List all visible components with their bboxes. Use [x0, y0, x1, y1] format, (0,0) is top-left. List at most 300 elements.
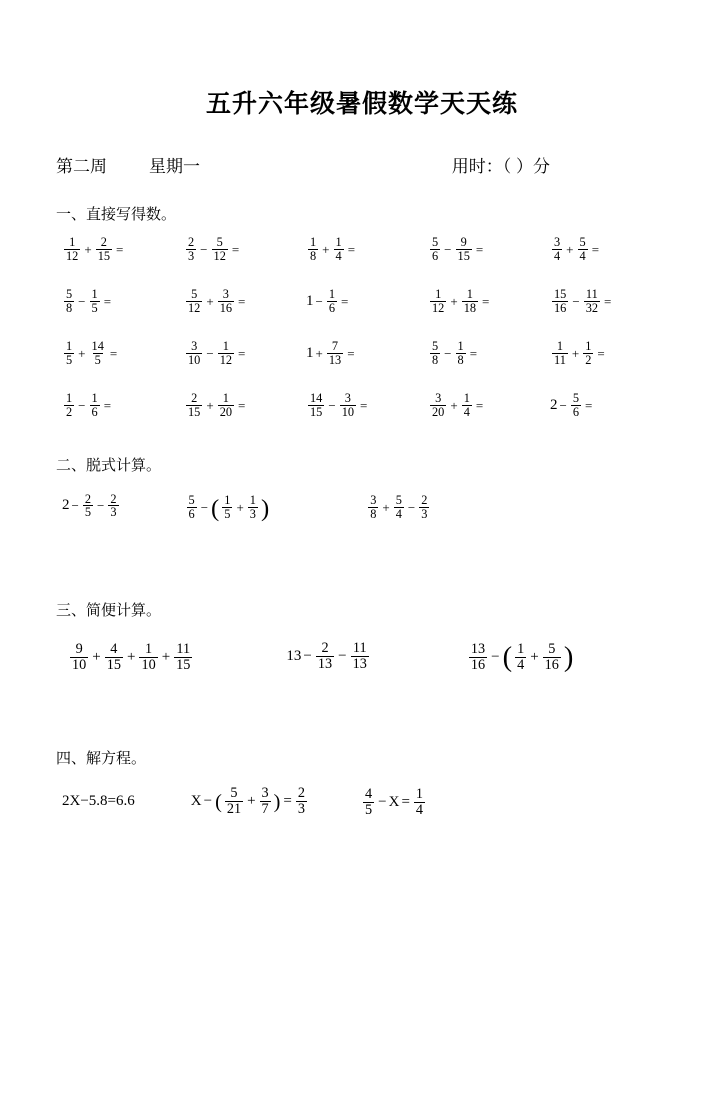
fraction-numerator: 11	[176, 640, 191, 657]
math-operator: −	[559, 397, 567, 413]
fraction-denominator: 8	[457, 352, 464, 367]
problem-item	[550, 338, 668, 368]
fraction-denominator: 4	[463, 404, 470, 419]
fraction-denominator: 4	[395, 506, 402, 521]
problem-item	[550, 390, 668, 420]
math-operator: +	[236, 499, 244, 515]
math-operator: −	[407, 499, 416, 515]
fraction	[83, 493, 93, 520]
problem-item	[62, 338, 180, 368]
fraction	[186, 288, 202, 315]
math-expression	[428, 236, 485, 263]
fraction-numerator: 1	[435, 286, 442, 301]
section-heading-4: 四、解方程。	[56, 749, 147, 767]
math-operator: −	[200, 499, 209, 515]
fraction	[139, 642, 157, 673]
meta-time: 用时：（ ）分	[451, 157, 550, 176]
page-title: 五升六年级暑假数学天天练	[205, 90, 518, 118]
fraction	[363, 787, 374, 818]
fraction-numerator: 9	[460, 234, 467, 249]
fraction	[248, 494, 258, 521]
math-operator: +	[206, 397, 214, 413]
math-operator: +	[206, 293, 214, 309]
fraction	[419, 494, 429, 521]
worksheet-page	[0, 84, 724, 1108]
math-operator: =	[238, 397, 246, 413]
problem-item	[62, 286, 180, 316]
problem-item	[550, 286, 668, 316]
fraction-numerator: 2	[297, 785, 306, 802]
fraction	[351, 641, 369, 672]
fraction-denominator: 12	[432, 300, 445, 315]
math-operator: =	[103, 293, 112, 309]
fraction-numerator: 15	[554, 286, 567, 301]
fraction-denominator: 6	[91, 404, 98, 419]
oral-calc-grid	[62, 234, 668, 420]
math-operator: −	[206, 345, 214, 361]
fraction-numerator: 2	[100, 234, 107, 249]
math-expression	[185, 494, 271, 521]
math-operator: −	[78, 293, 86, 309]
math-operator: −	[572, 293, 580, 309]
fraction-denominator: 21	[226, 801, 242, 818]
fraction-numerator: 4	[365, 785, 373, 802]
fraction	[327, 340, 343, 367]
math-operator: +	[78, 345, 86, 361]
fraction	[64, 236, 80, 263]
fraction	[368, 494, 378, 521]
fraction-denominator: 10	[141, 656, 156, 673]
math-operator: +	[450, 293, 458, 309]
math-operator: +	[92, 648, 101, 665]
math-operator: +	[322, 241, 330, 257]
fraction-numerator: 2	[188, 234, 195, 249]
math-operator: =	[283, 793, 292, 810]
fraction	[296, 786, 307, 817]
problem-item	[62, 493, 121, 520]
fraction-denominator: 18	[463, 300, 477, 315]
fraction	[90, 340, 106, 367]
fraction	[469, 642, 487, 673]
math-operator: =	[475, 241, 484, 257]
fraction	[90, 288, 100, 315]
fraction-numerator: 1	[91, 286, 98, 301]
fraction	[260, 786, 271, 817]
problem-item	[306, 234, 424, 264]
fraction-numerator: 5	[191, 286, 198, 301]
problem-item	[366, 491, 431, 521]
fraction-numerator: 1	[91, 390, 98, 405]
fraction	[108, 493, 118, 520]
fraction-denominator: 3	[249, 506, 256, 521]
math-operator: −	[491, 648, 500, 665]
fraction-numerator: 1	[457, 338, 464, 353]
fraction-denominator: 4	[415, 801, 424, 818]
fraction-numerator: 1	[222, 390, 229, 405]
math-expression	[184, 236, 241, 263]
fraction-numerator: 1	[335, 234, 342, 249]
math-operator: =	[585, 397, 593, 413]
fraction-denominator: 16	[544, 656, 559, 673]
fraction	[316, 641, 334, 672]
section-heading-3: 三、简便计算。	[56, 601, 162, 619]
problem-item	[184, 234, 302, 264]
math-operator: +	[126, 648, 136, 665]
fraction-denominator: 4	[517, 656, 525, 673]
fraction-numerator: 1	[145, 640, 153, 657]
fraction	[340, 392, 356, 419]
fraction	[186, 236, 196, 263]
fraction-numerator: 11	[352, 639, 367, 656]
math-operator: −	[315, 293, 323, 309]
problem-item	[467, 640, 575, 673]
fraction-numerator: 5	[548, 640, 556, 657]
fraction-denominator: 10	[188, 352, 201, 367]
fraction-numerator: 5	[432, 338, 439, 353]
fraction-denominator: 8	[432, 352, 439, 367]
fraction	[552, 236, 562, 263]
math-operator: +	[84, 241, 92, 257]
fraction-denominator: 2	[66, 404, 73, 419]
math-operator: =	[347, 241, 356, 257]
math-expression	[361, 787, 427, 818]
fraction	[186, 340, 202, 367]
meta-week: 第二周	[56, 157, 107, 176]
fraction-numerator: 1	[66, 338, 73, 353]
math-operator: =	[591, 241, 600, 257]
fraction-numerator: 5	[216, 234, 223, 249]
fraction-denominator: 12	[66, 248, 79, 263]
fraction-denominator: 13	[328, 352, 342, 367]
fraction	[571, 392, 581, 419]
stepwise-calc-row	[62, 491, 668, 521]
math-operator: −	[338, 647, 347, 664]
fraction	[430, 236, 440, 263]
problem-item	[550, 234, 668, 264]
fraction	[218, 392, 234, 419]
fraction-denominator: 20	[219, 404, 233, 419]
problem-item	[62, 234, 180, 264]
fraction-numerator: 3	[222, 286, 229, 301]
problem-item	[306, 286, 424, 316]
fraction	[584, 288, 600, 315]
fraction-numerator: 3	[261, 785, 269, 802]
math-operator: =	[341, 293, 349, 309]
fraction	[552, 340, 568, 367]
fraction-denominator: 2	[585, 352, 592, 367]
math-operator: =	[231, 241, 240, 257]
math-term: 2X−5.8=6.6	[62, 793, 135, 810]
math-expression	[428, 340, 479, 367]
math-operator: −	[97, 498, 105, 514]
fraction	[64, 392, 74, 419]
fraction-denominator: 12	[219, 352, 233, 367]
fraction	[334, 236, 344, 263]
fraction	[462, 392, 472, 419]
fraction-denominator: 12	[188, 300, 201, 315]
fraction-denominator: 10	[72, 656, 87, 673]
fraction	[225, 786, 243, 817]
math-operator: +	[247, 793, 256, 810]
fraction	[552, 288, 568, 315]
fraction-denominator: 8	[370, 506, 377, 521]
fraction-numerator: 5	[395, 493, 402, 507]
problem-item	[428, 390, 546, 420]
fraction	[187, 494, 197, 521]
fraction-numerator: 1	[249, 493, 256, 507]
fraction	[96, 236, 112, 263]
math-expression	[68, 642, 194, 673]
math-operator: =	[604, 293, 612, 309]
math-operator: =	[597, 345, 605, 361]
fraction-denominator: 6	[432, 248, 439, 263]
fraction-numerator: 7	[331, 338, 339, 353]
meta-day: 星期一	[149, 157, 200, 176]
math-expression	[184, 392, 247, 419]
math-expression	[306, 288, 350, 315]
fraction	[105, 642, 123, 673]
problem-item	[428, 338, 546, 368]
math-term: 2	[62, 497, 70, 514]
parenthesis: (	[215, 790, 222, 813]
fraction-numerator: 1	[556, 338, 564, 353]
fraction	[583, 340, 593, 367]
simplified-calc-row	[62, 640, 668, 673]
fraction	[64, 288, 74, 315]
problem-item	[68, 640, 194, 673]
fraction-denominator: 15	[176, 656, 191, 673]
math-operator: =	[347, 345, 355, 361]
math-expression	[286, 641, 370, 672]
equations-row	[62, 786, 668, 818]
problem-item	[428, 286, 546, 316]
fraction	[327, 288, 337, 315]
parenthesis: )	[563, 642, 574, 674]
fraction-numerator: 14	[310, 390, 323, 405]
fraction	[456, 236, 472, 263]
math-expression	[184, 340, 247, 367]
math-operator: =	[475, 397, 484, 413]
math-expression	[550, 236, 601, 263]
answer-space-2	[56, 673, 668, 721]
math-operator: =	[116, 241, 124, 257]
math-expression	[550, 340, 607, 367]
parenthesis: )	[260, 494, 270, 522]
math-term: X	[190, 793, 202, 810]
fraction-denominator: 6	[188, 506, 195, 521]
fraction	[394, 494, 404, 521]
fraction-denominator: 15	[310, 404, 323, 419]
problem-item	[184, 338, 302, 368]
fraction	[218, 340, 234, 367]
math-term: 1	[306, 292, 314, 309]
fraction-denominator: 10	[341, 404, 355, 419]
math-expression	[184, 288, 247, 315]
math-operator: −	[78, 397, 86, 413]
fraction-numerator: 4	[110, 640, 118, 657]
fraction-numerator: 1	[224, 493, 231, 507]
fraction-numerator: 1	[585, 338, 592, 353]
math-operator: +	[571, 345, 580, 361]
section-heading-2: 二、脱式计算。	[56, 457, 162, 474]
math-term: 2	[550, 396, 558, 413]
fraction-denominator: 15	[188, 404, 201, 419]
math-term: 13	[286, 647, 302, 664]
fraction-numerator: 9	[75, 640, 83, 657]
fraction	[90, 392, 100, 419]
fraction-numerator: 2	[421, 493, 428, 507]
fraction	[174, 642, 192, 673]
fraction-denominator: 13	[352, 655, 367, 672]
math-expression	[428, 392, 485, 419]
problem-item	[306, 338, 424, 368]
fraction-numerator: 3	[191, 338, 198, 353]
problem-item	[185, 491, 271, 521]
fraction-numerator: 1	[66, 390, 73, 405]
fraction	[222, 494, 232, 521]
math-operator: −	[71, 498, 79, 514]
fraction	[414, 787, 425, 818]
fraction	[456, 340, 466, 367]
math-expression	[467, 642, 575, 673]
math-operator: −	[328, 397, 336, 413]
fraction-numerator: 5	[432, 234, 439, 249]
fraction-denominator: 15	[457, 248, 470, 263]
fraction-denominator: 6	[328, 300, 336, 315]
fraction	[308, 392, 324, 419]
math-operator: =	[238, 345, 246, 361]
problem-item	[62, 390, 180, 420]
math-operator: =	[238, 293, 246, 309]
fraction-numerator: 5	[66, 286, 73, 301]
fraction-numerator: 5	[579, 234, 586, 249]
math-operator: −	[200, 241, 208, 257]
fraction-numerator: 11	[585, 286, 598, 301]
fraction	[543, 642, 561, 673]
fraction-numerator: 5	[572, 390, 580, 405]
fraction-denominator: 16	[554, 300, 567, 315]
math-expression	[62, 288, 113, 315]
fraction-denominator: 5	[91, 300, 98, 315]
fraction-denominator: 6	[572, 404, 580, 419]
math-operator: +	[161, 648, 171, 665]
fraction	[186, 392, 202, 419]
fraction	[462, 288, 478, 315]
math-expression	[306, 392, 369, 419]
fraction-numerator: 2	[84, 491, 92, 506]
fraction-denominator: 32	[585, 300, 599, 315]
fraction	[578, 236, 588, 263]
math-operator: −	[303, 647, 312, 664]
fraction-denominator: 15	[97, 248, 111, 263]
parenthesis: (	[502, 642, 513, 674]
math-expression	[62, 236, 125, 263]
fraction-numerator: 5	[188, 493, 195, 507]
math-operator: −	[444, 241, 452, 257]
problem-item	[191, 786, 309, 817]
math-expression	[191, 786, 309, 817]
problem-item	[184, 286, 302, 316]
fraction	[70, 642, 88, 673]
fraction-numerator: 14	[91, 338, 104, 353]
parenthesis: )	[273, 790, 281, 813]
fraction-numerator: 1	[69, 234, 76, 249]
problem-item	[306, 390, 424, 420]
math-operator: =	[360, 397, 368, 413]
math-operator: +	[315, 345, 323, 361]
math-operator: =	[482, 293, 490, 309]
problem-item	[361, 786, 427, 818]
math-operator: −	[203, 793, 213, 810]
math-expression	[550, 392, 594, 419]
fraction-denominator: 13	[317, 655, 333, 672]
fraction-numerator: 1	[222, 338, 229, 353]
fraction-denominator: 11	[554, 352, 566, 367]
math-expression	[62, 794, 135, 809]
fraction-numerator: 1	[328, 286, 336, 301]
fraction-numerator: 1	[310, 234, 317, 249]
math-expression	[550, 288, 613, 315]
fraction-denominator: 5	[224, 506, 231, 521]
fraction-denominator: 5	[84, 505, 92, 520]
fraction-denominator: 8	[310, 248, 317, 263]
math-operator: =	[401, 793, 410, 810]
answer-space-1	[56, 521, 668, 573]
fraction-numerator: 5	[230, 785, 238, 802]
math-operator: −	[444, 345, 452, 361]
math-operator: =	[103, 397, 112, 413]
math-expression	[306, 340, 357, 367]
fraction-numerator: 1	[517, 640, 525, 657]
fraction-denominator: 4	[335, 248, 342, 263]
fraction	[515, 642, 526, 673]
fraction-denominator: 5	[365, 801, 373, 818]
fraction-denominator: 3	[297, 801, 306, 818]
math-expression	[366, 494, 431, 521]
fraction-denominator: 16	[219, 300, 233, 315]
math-expression	[62, 493, 121, 520]
problem-item	[184, 390, 302, 420]
fraction	[212, 236, 228, 263]
fraction-denominator: 3	[110, 505, 117, 520]
fraction-numerator: 2	[110, 491, 117, 506]
math-expression	[428, 288, 491, 315]
math-operator: −	[378, 793, 387, 810]
fraction-denominator: 12	[213, 248, 226, 263]
fraction-denominator: 16	[470, 656, 486, 673]
fraction-numerator: 1	[463, 390, 470, 405]
fraction-numerator: 3	[370, 493, 377, 507]
math-term: 1	[306, 344, 314, 361]
fraction-denominator: 20	[432, 404, 445, 419]
fraction	[430, 340, 440, 367]
fraction-denominator: 4	[554, 248, 561, 263]
fraction-denominator: 4	[579, 248, 586, 263]
fraction-numerator: 1	[466, 286, 473, 301]
fraction	[218, 288, 234, 315]
worksheet-meta	[56, 152, 668, 177]
section-heading-1: 一、直接写得数。	[56, 206, 177, 223]
fraction-numerator: 2	[191, 390, 198, 405]
fraction	[430, 288, 446, 315]
fraction-denominator: 8	[66, 300, 73, 315]
fraction-denominator: 3	[188, 248, 195, 263]
problem-item	[286, 641, 370, 672]
fraction-denominator: 3	[421, 506, 428, 521]
fraction-numerator: 2	[321, 639, 329, 656]
math-operator: +	[382, 499, 390, 515]
fraction	[64, 340, 74, 367]
